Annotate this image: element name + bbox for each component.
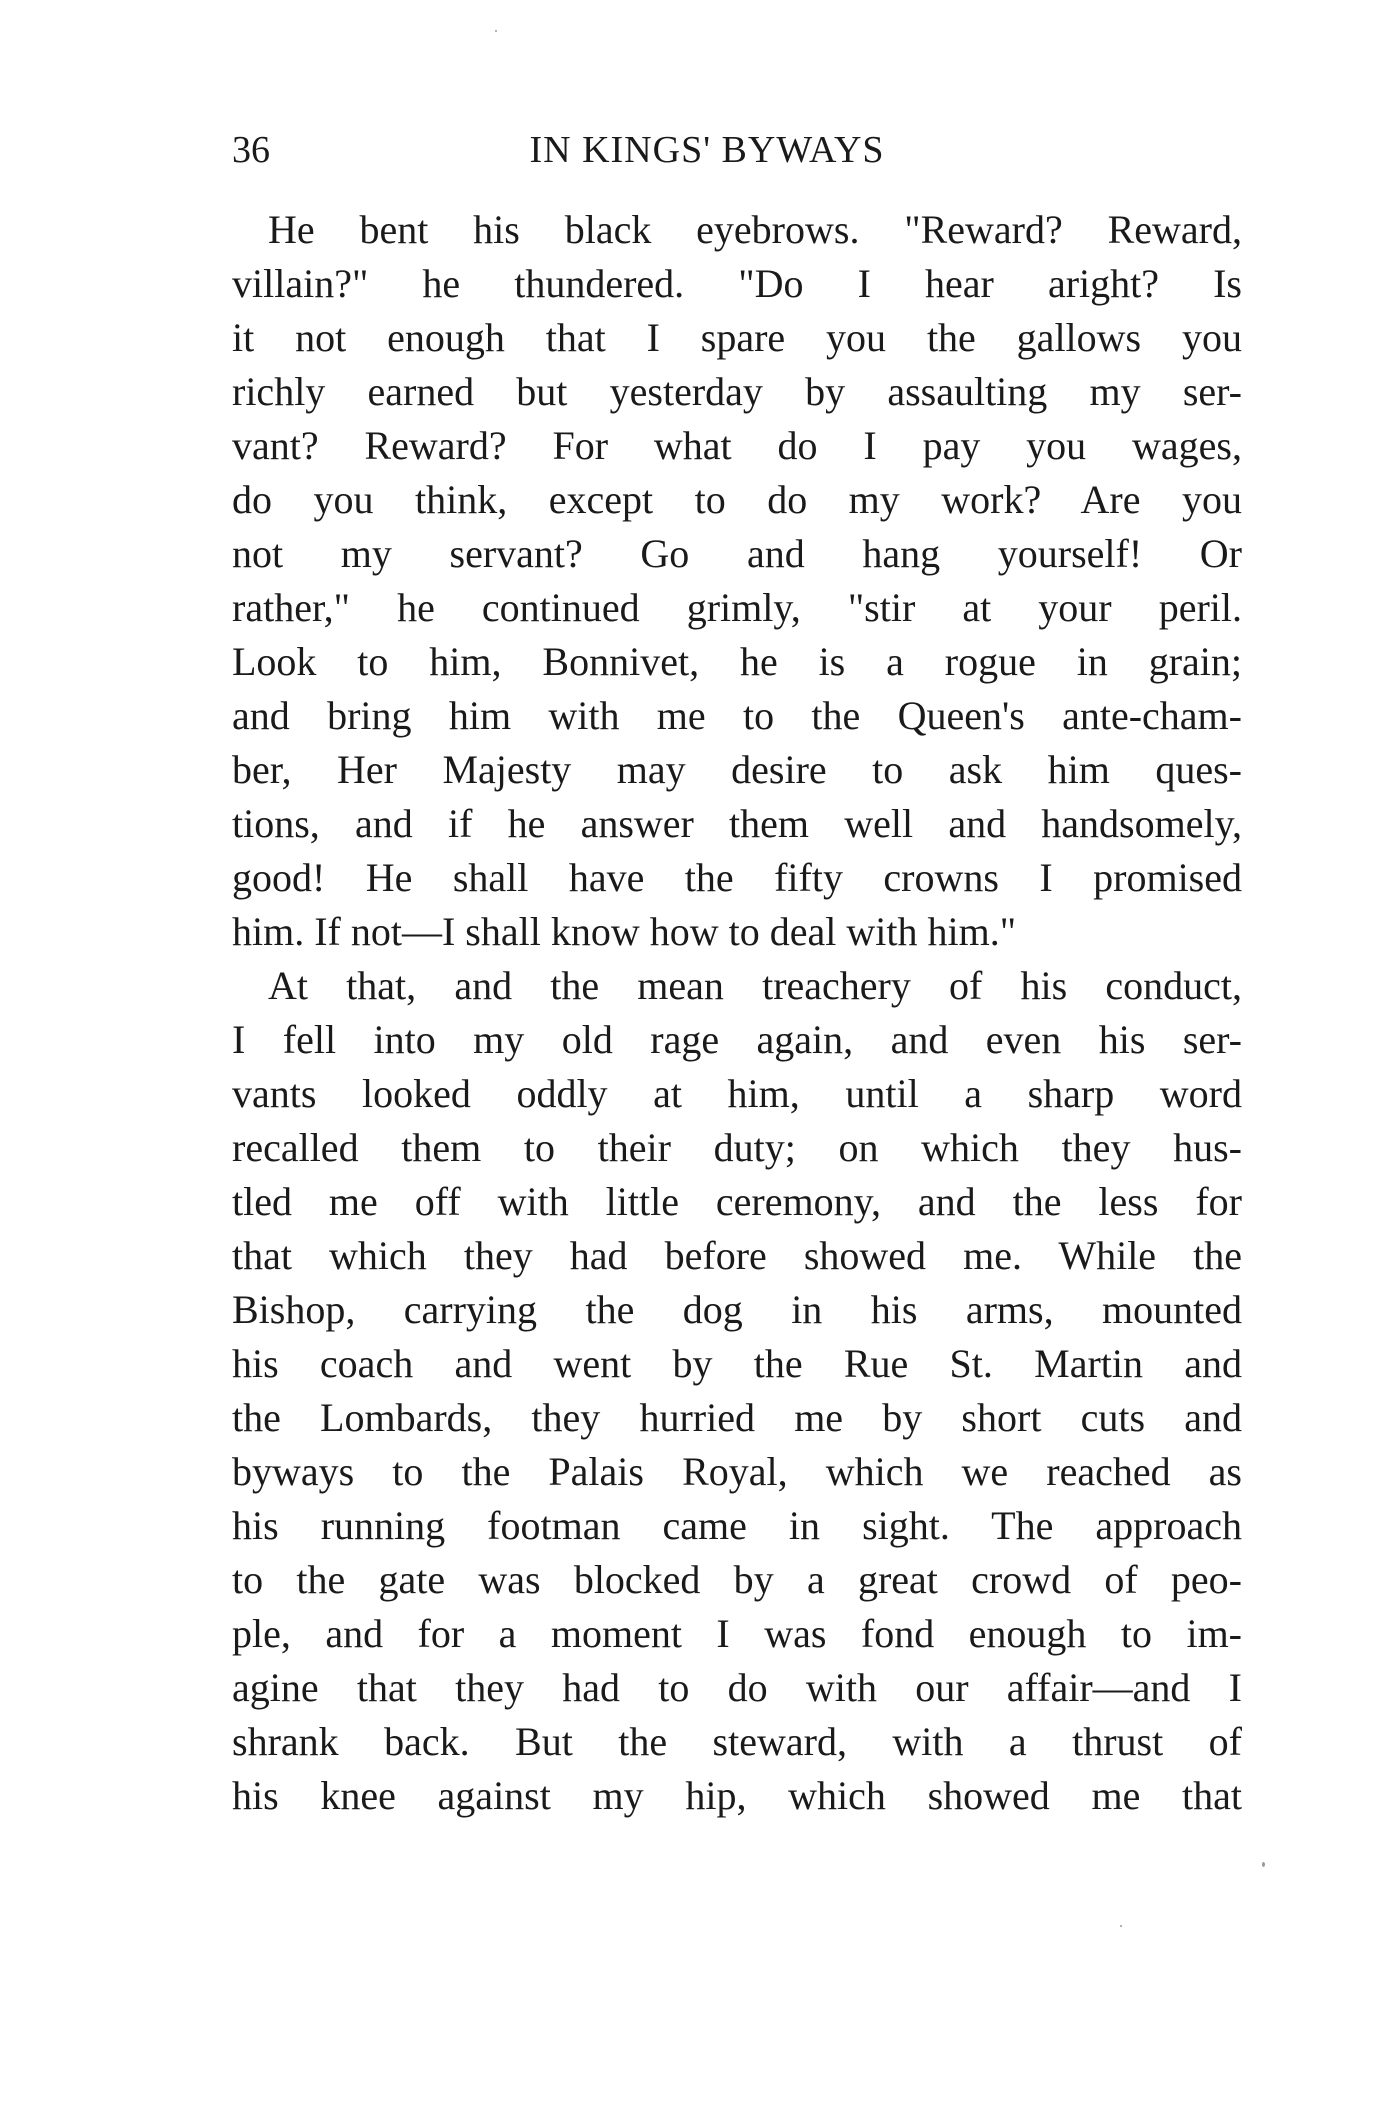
text-line: his knee against my hip, which showed me that (232, 1773, 1242, 1818)
text-line: agine that they had to do with our affair—and I (232, 1665, 1242, 1710)
text-line: that which they had before showed me. While the (232, 1233, 1242, 1278)
text-line: tions, and if he answer them well and handsomely, (232, 801, 1242, 846)
paper-speck (1120, 1925, 1122, 1927)
text-line: do you think, except to do my work? Are you (232, 477, 1242, 522)
paper-speck (1262, 1862, 1265, 1867)
paper-speck (495, 30, 497, 32)
body-text (232, 203, 1242, 1823)
text-line: vant? Reward? For what do I pay you wages, (232, 423, 1242, 468)
page-number: 36 (232, 129, 270, 171)
text-line: not my servant? Go and hang yourself! Or (232, 531, 1242, 576)
text-line: it not enough that I spare you the gallows you (232, 315, 1242, 360)
text-line: byways to the Palais Royal, which we reached as (232, 1449, 1242, 1494)
page-header (232, 120, 1242, 180)
text-line: ber, Her Majesty may desire to ask him ques- (232, 747, 1242, 792)
text-line: vants looked oddly at him, until a sharp word (232, 1071, 1242, 1116)
text-line: shrank back. But the steward, with a thrust of (232, 1719, 1242, 1764)
text-line: villain?" he thundered. "Do I hear aright? Is (232, 261, 1242, 306)
text-line: rather," he continued grimly, "stir at your peril. (232, 585, 1242, 630)
text-line: recalled them to their duty; on which they hus- (232, 1125, 1242, 1170)
text-line: Bishop, carrying the dog in his arms, mounted (232, 1287, 1242, 1332)
text-line: ple, and for a moment I was fond enough to im- (232, 1611, 1242, 1656)
text-line: the Lombards, they hurried me by short cuts and (232, 1395, 1242, 1440)
text-line: his running footman came in sight. The approach (232, 1503, 1242, 1548)
text-line: Look to him, Bonnivet, he is a rogue in grain; (232, 639, 1242, 684)
text-line: richly earned but yesterday by assaulting my ser- (232, 369, 1242, 414)
text-line: his coach and went by the Rue St. Martin and (232, 1341, 1242, 1386)
text-line: At that, and the mean treachery of his conduct, (268, 963, 1242, 1008)
text-line: him. If not—I shall know how to deal with him." (232, 909, 1017, 954)
text-line: and bring him with me to the Queen's ante-cham- (232, 693, 1242, 738)
text-line: I fell into my old rage again, and even his ser- (232, 1017, 1242, 1062)
text-line: tled me off with little ceremony, and the less for (232, 1179, 1242, 1224)
text-line: good! He shall have the fifty crowns I promised (232, 855, 1242, 900)
running-title: IN KINGS' BYWAYS (529, 129, 885, 171)
text-line: to the gate was blocked by a great crowd of peo- (232, 1557, 1242, 1602)
text-line: He bent his black eyebrows. "Reward? Reward, (268, 207, 1242, 252)
